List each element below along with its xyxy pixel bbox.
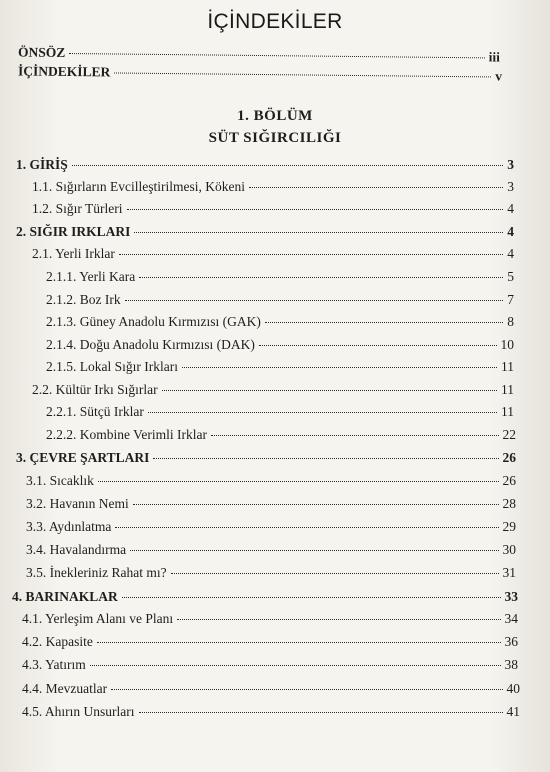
- toc-label: 1.1. Sığırların Evcilleştirilmesi, Kökeni: [32, 179, 245, 194]
- toc-entry: [26, 565, 516, 581]
- leader-dots: [98, 481, 499, 482]
- toc-label: 3.3. Aydınlatma: [26, 519, 112, 534]
- toc-entry-preface: [18, 44, 500, 65]
- leader-dots: [134, 232, 503, 233]
- toc-label: 3.5. İnekleriniz Rahat mı?: [26, 565, 167, 580]
- toc-page-number: 41: [506, 704, 520, 719]
- toc-entry: [46, 427, 516, 443]
- leader-dots: [115, 527, 498, 528]
- toc-page-number: 11: [501, 382, 514, 397]
- toc-entry-contents: [18, 63, 502, 84]
- leader-dots: [90, 665, 501, 666]
- leader-dots: [111, 689, 502, 690]
- toc-page-number: 11: [501, 359, 514, 374]
- toc-label: 4.2. Kapasite: [22, 634, 93, 649]
- toc-page-number: 29: [502, 519, 516, 534]
- leader-dots: [69, 53, 484, 58]
- toc-label: 2.2.1. Sütçü Irklar: [46, 404, 144, 419]
- toc-page-number: 31: [502, 565, 516, 580]
- toc-page-number: 4: [507, 201, 514, 216]
- toc-entry: [32, 179, 514, 195]
- toc-entry: [16, 450, 516, 466]
- toc-label: 2.1.1. Yerli Kara: [46, 269, 136, 284]
- toc-label: 3.2. Havanın Nemi: [26, 496, 129, 511]
- toc-page-number: iii: [488, 49, 501, 65]
- toc-page-number: 10: [500, 337, 514, 352]
- leader-dots: [211, 435, 499, 436]
- toc-label: 2.1.3. Güney Anadolu Kırmızısı (GAK): [46, 314, 261, 329]
- toc-label: 3.4. Havalandırma: [26, 542, 127, 557]
- toc-label: 2.2. Kültür Irkı Sığırlar: [32, 382, 158, 397]
- toc-entry: [22, 704, 520, 720]
- toc-entry: [26, 496, 516, 512]
- toc-page-number: 30: [502, 542, 516, 557]
- toc-page-number: 26: [502, 473, 516, 488]
- toc-label: 4.1. Yerleşim Alanı ve Planı: [22, 611, 174, 626]
- toc-page-number: 33: [504, 589, 518, 604]
- leader-dots: [259, 345, 497, 346]
- toc-page-number: 4: [507, 224, 514, 239]
- toc-entry: [16, 157, 514, 173]
- leader-dots: [133, 504, 499, 505]
- leader-dots: [122, 597, 501, 598]
- toc-page-number: 3: [507, 157, 514, 172]
- toc-entry: [46, 359, 514, 375]
- toc-label: 2.1.4. Doğu Anadolu Kırmızısı (DAK): [46, 337, 255, 352]
- toc-entry: [26, 519, 516, 535]
- leader-dots: [162, 390, 497, 391]
- leader-dots: [139, 277, 503, 278]
- toc-page-number: 28: [502, 496, 516, 511]
- toc-label: 3. ÇEVRE ŞARTLARI: [16, 450, 150, 465]
- toc-entry: [32, 246, 514, 262]
- toc-entry: [32, 201, 514, 217]
- leader-dots: [153, 458, 498, 459]
- toc-entry: [12, 589, 518, 605]
- toc-entry: [26, 542, 516, 558]
- toc-page-number: 4: [507, 246, 514, 261]
- section-name: SÜT SIĞIRCILIĞI: [208, 130, 342, 146]
- leader-dots: [171, 573, 499, 574]
- toc-entry: [22, 681, 520, 697]
- toc-entry: [46, 404, 514, 420]
- leader-dots: [125, 300, 504, 301]
- toc-label: 2.1.2. Boz Irk: [46, 292, 121, 307]
- toc-entry: [22, 634, 518, 650]
- toc-page-number: 22: [502, 427, 516, 442]
- toc-page-number: 38: [504, 657, 518, 672]
- toc-entry: [16, 224, 514, 240]
- toc-entry: [46, 314, 514, 330]
- toc-page-number: 26: [502, 450, 516, 465]
- toc-entry: [32, 382, 514, 398]
- toc-label: 4.3. Yatırım: [22, 657, 86, 672]
- toc-page-number: 40: [506, 681, 520, 696]
- toc-label: ÖNSÖZ: [17, 44, 66, 60]
- toc-entry: [26, 473, 516, 489]
- toc-label: 2.1.5. Lokal Sığır Irkları: [46, 359, 178, 374]
- toc-entry: [22, 611, 518, 627]
- toc-page-number: 5: [507, 269, 514, 284]
- section-number: 1. BÖLÜM: [237, 108, 313, 124]
- leader-dots: [148, 412, 497, 413]
- toc-entry: [46, 269, 514, 285]
- toc-page-number: 36: [504, 634, 518, 649]
- leader-dots: [265, 322, 503, 323]
- toc-label: 1.2. Sığır Türleri: [32, 201, 123, 216]
- toc-label: 1. GİRİŞ: [16, 157, 68, 172]
- toc-page-number: 7: [507, 292, 514, 307]
- leader-dots: [139, 712, 503, 713]
- leader-dots: [130, 550, 498, 551]
- toc-page-number: v: [495, 68, 503, 84]
- toc-label: 4. BARINAKLAR: [12, 589, 118, 604]
- toc-entry: [46, 337, 514, 353]
- toc-page-number: 3: [507, 179, 514, 194]
- leader-dots: [177, 619, 500, 620]
- leader-dots: [114, 72, 491, 77]
- toc-entry: [46, 292, 514, 308]
- leader-dots: [119, 254, 503, 255]
- toc-label: 3.1. Sıcaklık: [26, 473, 94, 488]
- leader-dots: [97, 642, 501, 643]
- leader-dots: [249, 187, 503, 188]
- toc-label: 2.2.2. Kombine Verimli Irklar: [46, 427, 207, 442]
- toc-label: İÇİNDEKİLER: [17, 63, 111, 80]
- toc-page-number: 8: [507, 314, 514, 329]
- toc-label: 2. SIĞIR IRKLARI: [16, 224, 131, 239]
- toc-label: 2.1. Yerli Irklar: [32, 246, 115, 261]
- toc-page-number: 11: [501, 404, 514, 419]
- toc-entry: [22, 657, 518, 673]
- leader-dots: [182, 367, 497, 368]
- leader-dots: [72, 165, 503, 166]
- toc-page-number: 34: [504, 611, 518, 626]
- page-title: İÇİNDEKİLER: [207, 10, 343, 33]
- toc-label: 4.4. Mevzuatlar: [22, 681, 108, 696]
- toc-label: 4.5. Ahırın Unsurları: [22, 704, 135, 719]
- leader-dots: [127, 209, 504, 210]
